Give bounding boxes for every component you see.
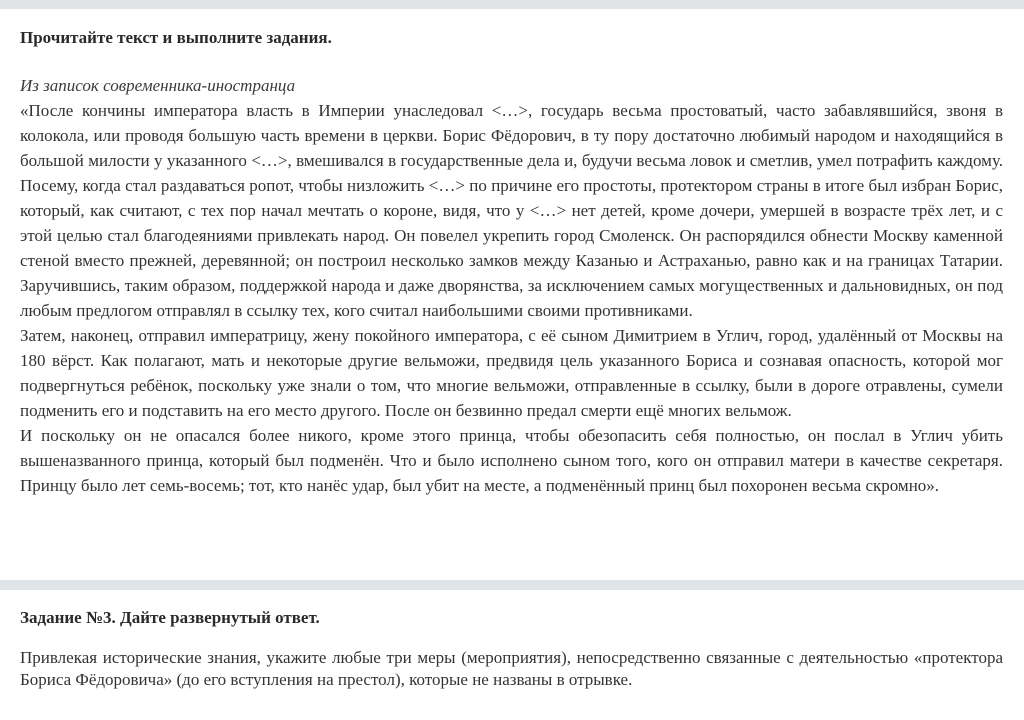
task-text: Привлекая исторические знания, укажите любые три меры (мероприятия), непосредственно связанные с деятельностью «протектора Бориса Фёдоровича» (до его вступления на престол), которые не названы в отрывке. (20, 648, 1003, 689)
task-panel (0, 590, 1024, 691)
top-divider (0, 0, 1024, 9)
source-paragraph-1: «После кончины императора власть в Империи унаследовал <…>, государь весьма простоватый, часто забавлявшийся, звоня в колокола, или проводя большую часть времени в церкви. Борис Фёдорович, в ту пору достаточно любимый народом и находящийся в большой милости у указанного <…>, вмешивался в государственные дела и, будучи весьма ловок и сметлив, умел потрафить каждому. Посему, когда стал раздаваться ропот, чтобы низложить <…> по причине его простоты, протектором страны в итоге был избран Борис, который, как считают, с тех пор начал мечтать о короне, видя, что у <…> нет детей, кроме дочери, умершей в возрасте трёх лет, и с этой целью стал благодеяниями привлекать народ. Он повелел укрепить город Смоленск. Он распорядился обнести Москву каменной стеной вместо прежней, деревянной; он построил несколько замков между Казанью и Астраханью, равно как и на границах Татарии. Заручившись, таким образом, поддержкой народа и даже дворянства, за исключением самых могущественных и дальновидных, он под любым предлогом отправлял в ссылку тех, кого считал наибольшими своими противниками. (20, 101, 1003, 320)
task-title: Задание №3. Дайте развернутый ответ. (20, 608, 320, 627)
source-paragraph-3: И поскольку он не опасался более никого, кроме этого принца, чтобы обезопасить себя полностью, он послал в Углич убить вышеназванного принца, который был подменён. Что и было исполнено сыном того, кого он отправил матери в качестве секретаря. Принцу было лет семь-восемь; тот, кто нанёс удар, был убит на месте, а подменённый принц был похоронен весьма скромно». (20, 426, 1003, 495)
source-text-panel (0, 9, 1024, 572)
source-title: Из записок современника-иностранца (20, 76, 296, 95)
instruction-heading: Прочитайте текст и выполните задания. (20, 28, 332, 47)
section-divider (0, 580, 1024, 590)
source-paragraph-2: Затем, наконец, отправил императрицу, жену покойного императора, с её сыном Димитрием в Углич, город, удалённый от Москвы на 180 вёрст. Как полагают, мать и некоторые другие вельможи, предвидя цель указанного Бориса и сознавая опасность, которой мог подвергнуться ребёнок, поскольку уже знали о том, что многие вельможи, отправленные в ссылку, были в дороге отравлены, сумели подменить его и подставить на его место другого. После он безвинно предал смерти ещё многих вельмож. (20, 326, 1003, 420)
